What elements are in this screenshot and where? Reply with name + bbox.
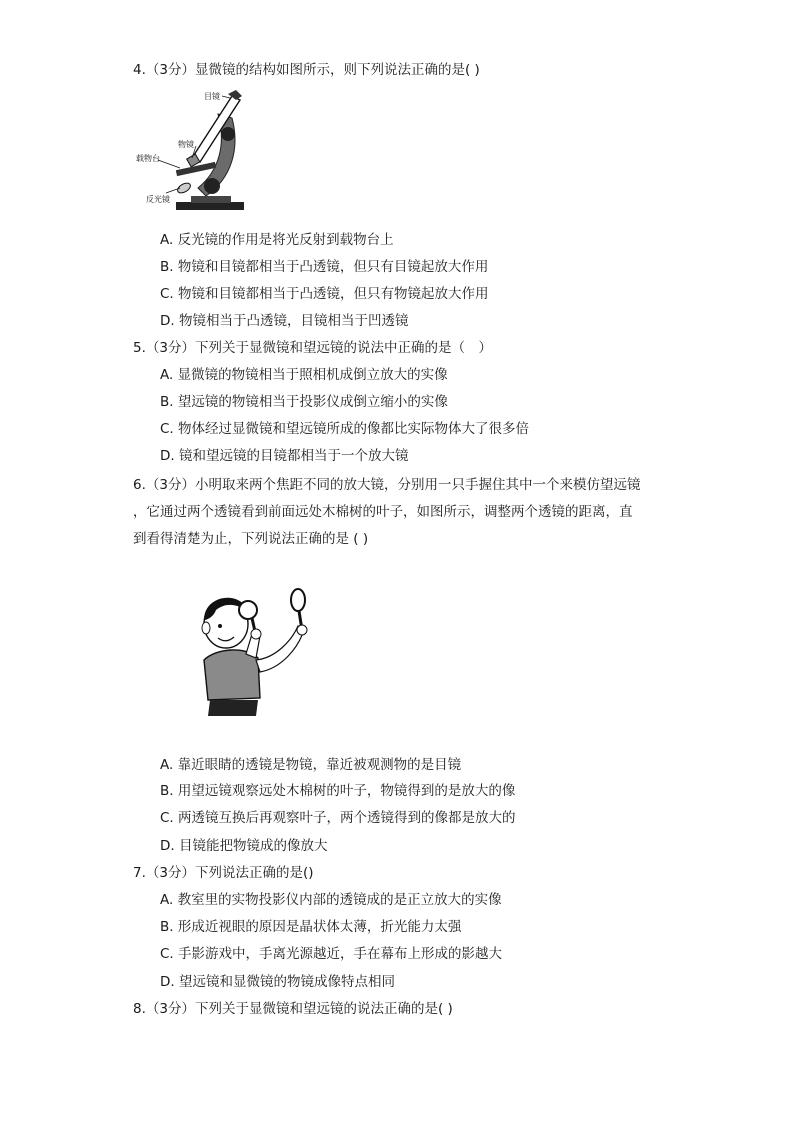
q6-option-b: B. 用望远镜观察远处木棉树的叶子，物镜得到的是放大的像: [160, 783, 516, 799]
q4-option-b: B. 物镜和目镜都相当于凸透镜，但只有目镜起放大作用: [160, 259, 489, 275]
q5-option-d: D. 镜和望远镜的目镜都相当于一个放大镜: [160, 448, 409, 464]
q4-option-a: A. 反光镜的作用是将光反射到载物台上: [160, 232, 394, 248]
q5-option-b: B. 望远镜的物镜相当于投影仪成倒立缩小的实像: [160, 394, 448, 410]
q7-option-c: C. 手影游戏中，手离光源越近，手在幕布上形成的影越大: [160, 946, 503, 962]
label-stage: 载物台: [136, 154, 160, 163]
q4-option-c: C. 物镜和目镜都相当于凸透镜，但只有物镜起放大作用: [160, 286, 489, 302]
q5-option-a: A. 显微镜的物镜相当于照相机成倒立放大的实像: [160, 367, 448, 383]
q7-option-b: B. 形成近视眼的原因是晶状体太薄，折光能力太强: [160, 919, 462, 935]
q6-stem-line-1: 6.（3分）小明取来两个焦距不同的放大镜，分别用一只手握住其中一个来模仿望远镜: [133, 477, 641, 493]
q5-option-c: C. 物体经过显微镜和望远镜所成的像都比实际物体大了很多倍: [160, 421, 530, 437]
q6-option-a: A. 靠近眼睛的透镜是物镜，靠近被观测物的是目镜: [160, 757, 462, 773]
label-mirror: 反光镜: [146, 195, 170, 204]
q6-stem-line-3: 到看得清楚为止，下列说法正确的是 ( ): [133, 531, 369, 547]
q7-option-d: D. 望远镜和显微镜的物镜成像特点相同: [160, 974, 395, 990]
label-eyepiece: 目镜: [204, 92, 220, 101]
q6-stem-line-2: ，它通过两个透镜看到前面远处木棉树的叶子，如图所示，调整两个透镜的距离，直: [133, 504, 633, 520]
q8-stem: 8.（3分）下列关于显微镜和望远镜的说法正确的是( ): [133, 1001, 453, 1017]
q4-stem: 4.（3分）显微镜的结构如图所示，则下列说法正确的是( ): [133, 62, 480, 78]
q5-stem: 5.（3分）下列关于显微镜和望远镜的说法中正确的是（ ）: [133, 340, 492, 356]
label-objective: 物镜: [178, 140, 194, 149]
q7-option-a: A. 教室里的实物投影仪内部的透镜成的是正立放大的实像: [160, 892, 502, 908]
q6-option-d: D. 目镜能把物镜成的像放大: [160, 838, 328, 854]
microscope-figure: [136, 88, 248, 214]
q4-option-d: D. 物镜相当于凸透镜，目镜相当于凹透镜: [160, 313, 409, 329]
q6-option-c: C. 两透镜互换后再观察叶子，两个透镜得到的像都是放大的: [160, 810, 516, 826]
boy-telescope-figure: [186, 580, 316, 722]
q7-stem: 7.（3分）下列说法正确的是(): [133, 865, 314, 881]
